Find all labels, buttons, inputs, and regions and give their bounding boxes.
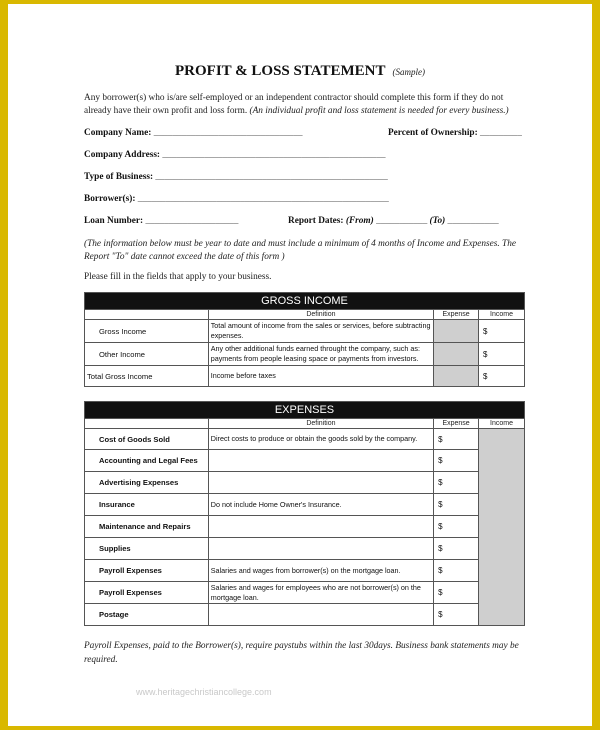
type-of-business-line: __________________________________________________ <box>155 172 388 182</box>
gi-col-definition: Definition <box>208 310 433 320</box>
ex-col-income: Income <box>479 419 525 429</box>
title-row <box>8 62 592 80</box>
gi-expense-cell <box>434 320 479 343</box>
ex-row-label: Insurance <box>85 494 209 516</box>
ex-row-label: Supplies <box>85 538 209 560</box>
ex-row-definition: Direct costs to produce or obtain the goods sold by the company. <box>208 429 433 450</box>
ex-income-gray <box>479 429 525 626</box>
percent-ownership-field[interactable] <box>388 128 522 138</box>
type-of-business-label: Type of Business: <box>84 172 154 182</box>
gi-expense-cell <box>434 343 479 366</box>
fill-in-instruction: Please fill in the fields that apply to your business. <box>84 272 272 282</box>
table-row <box>85 343 525 366</box>
sample-label: (Sample) <box>392 67 425 77</box>
payroll-footnote: Payroll Expenses, paid to the Borrower(s), require paystubs within the last 30days. Business bank statements may be required. <box>84 641 519 665</box>
ex-expense-cell[interactable]: $ <box>434 494 479 516</box>
ex-row-label: Payroll Expenses <box>85 582 209 604</box>
gi-row-definition: Any other additional funds earned throught the company, such as: payments from people leasing space or payments from investors. <box>208 343 433 366</box>
expenses-table <box>84 401 525 626</box>
gi-row-definition: Total amount of income from the sales or services, before subtracting expenses. <box>208 320 433 343</box>
gi-row-label: Total Gross Income <box>85 366 209 387</box>
gross-income-table <box>84 292 525 387</box>
loan-number-label: Loan Number: <box>84 216 144 226</box>
table-row <box>85 582 525 604</box>
borrowers-line: ______________________________________________________ <box>137 194 389 204</box>
gi-col-expense: Expense <box>434 310 479 320</box>
gi-row-label: Other Income <box>85 343 209 366</box>
table-row <box>85 429 525 450</box>
ex-col-expense: Expense <box>434 419 479 429</box>
company-name-field[interactable] <box>84 128 302 138</box>
report-dates-label: Report Dates: <box>288 216 344 226</box>
ex-row-definition <box>208 516 433 538</box>
ex-row-label: Maintenance and Repairs <box>85 516 209 538</box>
to-line: ___________ <box>447 216 499 226</box>
intro-paragraph <box>84 92 528 118</box>
borrowers-field[interactable] <box>84 194 389 204</box>
table-row <box>85 320 525 343</box>
gi-expense-cell <box>434 366 479 387</box>
company-name-label: Company Name: <box>84 128 152 138</box>
type-of-business-field[interactable] <box>84 172 388 182</box>
borrowers-label: Borrower(s): <box>84 194 136 204</box>
date-note: (The information below must be year to date and must include a minimum of 4 months of Income and Expenses. The Report "To" date cannot exceed the date of this form ) <box>84 239 516 262</box>
ex-row-definition: Salaries and wages for employees who are not borrower(s) on the mortgage loan. <box>208 582 433 604</box>
report-dates-field[interactable] <box>288 216 499 226</box>
loan-number-line: ____________________ <box>145 216 239 226</box>
document-page <box>8 4 592 726</box>
gi-col-income: Income <box>479 310 525 320</box>
ex-expense-cell[interactable]: $ <box>434 472 479 494</box>
ex-expense-cell[interactable]: $ <box>434 516 479 538</box>
intro-italic: (An individual profit and loss statement is needed for every business.) <box>249 106 509 116</box>
from-line: ___________ <box>376 216 428 226</box>
page-title: PROFIT & LOSS STATEMENT <box>175 63 386 79</box>
percent-ownership-line: _________ <box>480 128 522 138</box>
ex-row-definition <box>208 604 433 626</box>
ex-row-label: Postage <box>85 604 209 626</box>
ex-row-definition <box>208 450 433 472</box>
ex-col-definition: Definition <box>208 419 433 429</box>
watermark: www.heritagechristiancollege.com <box>136 687 272 697</box>
gi-income-cell[interactable]: $ <box>479 320 525 343</box>
ex-expense-cell[interactable]: $ <box>434 538 479 560</box>
ex-row-label: Accounting and Legal Fees <box>85 450 209 472</box>
table-row <box>85 366 525 387</box>
ex-row-definition <box>208 472 433 494</box>
company-address-field[interactable] <box>84 150 385 160</box>
table-row <box>85 472 525 494</box>
ex-expense-cell[interactable]: $ <box>434 560 479 582</box>
gi-row-label: Gross Income <box>85 320 209 343</box>
ex-expense-cell[interactable]: $ <box>434 450 479 472</box>
ex-expense-cell[interactable]: $ <box>434 429 479 450</box>
table-row <box>85 450 525 472</box>
table-row <box>85 516 525 538</box>
company-address-label: Company Address: <box>84 150 161 160</box>
to-label: (To) <box>429 216 446 226</box>
ex-row-definition: Do not include Home Owner's Insurance. <box>208 494 433 516</box>
gi-income-cell[interactable]: $ <box>479 343 525 366</box>
percent-ownership-label: Percent of Ownership: <box>388 128 478 138</box>
gi-row-definition: Income before taxes <box>208 366 433 387</box>
ex-row-label: Advertising Expenses <box>85 472 209 494</box>
ex-row-definition: Salaries and wages from borrower(s) on the mortgage loan. <box>208 560 433 582</box>
gi-income-cell[interactable]: $ <box>479 366 525 387</box>
company-name-line: ________________________________ <box>153 128 303 138</box>
intro-text: Any borrower(s) who is/are self-employed or an independent contractor should complete this form if they do not already have their own profit and loss form. <box>84 93 504 116</box>
table-row <box>85 494 525 516</box>
loan-number-field[interactable] <box>84 216 238 226</box>
table-row <box>85 560 525 582</box>
ex-row-label: Payroll Expenses <box>85 560 209 582</box>
ex-row-definition <box>208 538 433 560</box>
company-address-line: ________________________________________________ <box>162 150 386 160</box>
expenses-title: EXPENSES <box>85 402 525 419</box>
from-label: (From) <box>345 216 374 226</box>
ex-expense-cell[interactable]: $ <box>434 582 479 604</box>
ex-row-label: Cost of Goods Sold <box>85 429 209 450</box>
table-row <box>85 604 525 626</box>
ex-expense-cell[interactable]: $ <box>434 604 479 626</box>
table-row <box>85 538 525 560</box>
gross-income-title: GROSS INCOME <box>85 293 525 310</box>
